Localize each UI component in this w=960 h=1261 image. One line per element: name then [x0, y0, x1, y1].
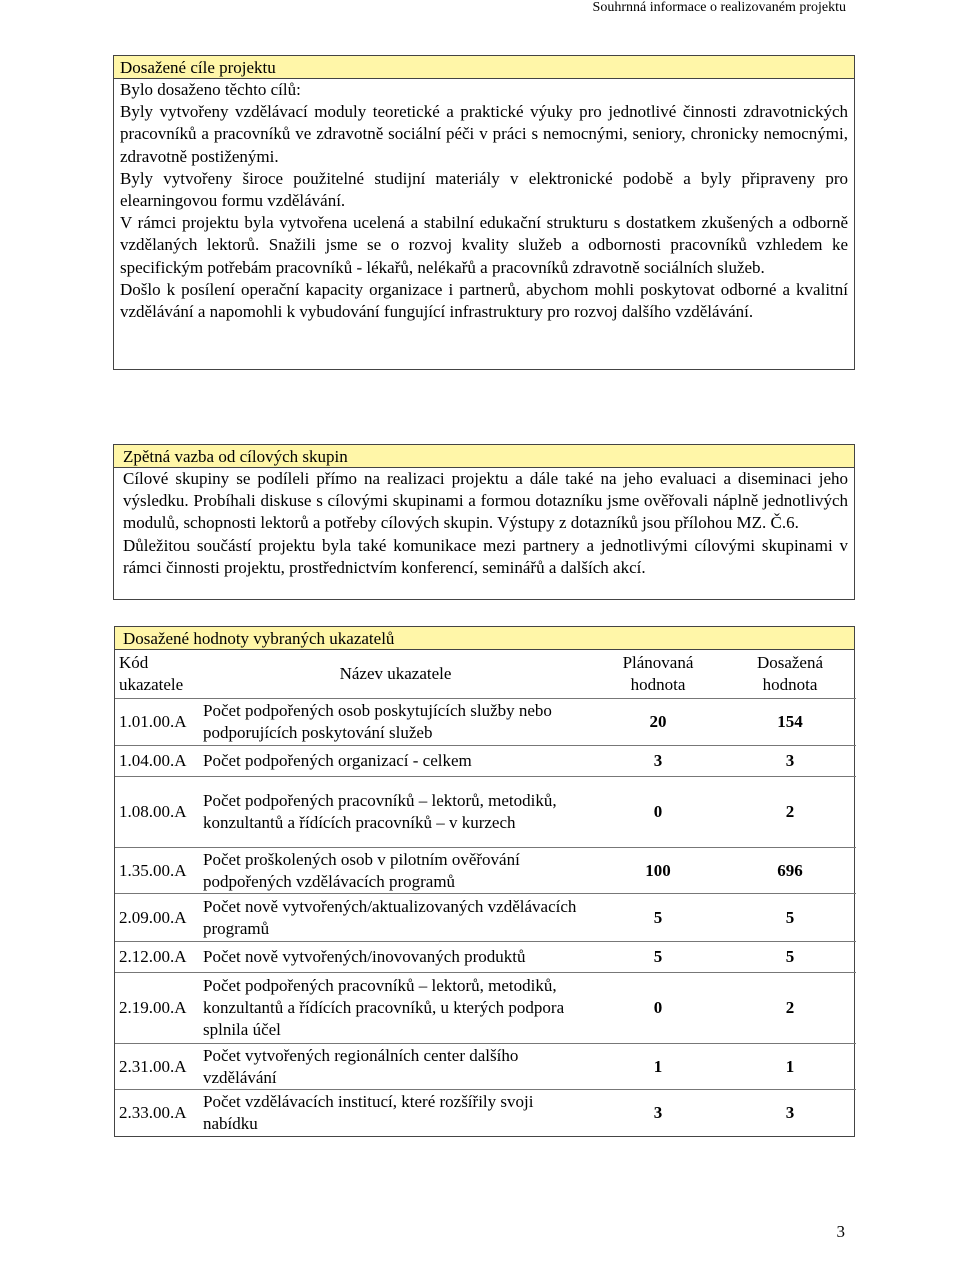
row-code: 2.12.00.A	[119, 947, 187, 966]
row-planned: 100	[645, 860, 671, 880]
row-planned: 5	[653, 947, 663, 966]
row-planned: 20	[649, 712, 667, 731]
goals-section	[113, 55, 855, 370]
column-header-achieved: Dosažená hodnota	[756, 653, 824, 694]
goals-paragraph: Bylo dosaženo těchto cílů:	[120, 80, 301, 99]
goals-paragraph: Byly vytvořeny vzdělávací moduly teoretické a praktické výuky pro jednotlivé činnosti zdravotnických pracovníků a pracovníků ve zdravotně sociální péči v práci s nemocnými, seniory, chronicky nemocnými, zdravotně postiženými.	[120, 102, 848, 166]
indicators-section	[114, 626, 855, 1137]
row-code: 1.08.00.A	[119, 802, 187, 821]
indicators-header-row	[115, 650, 856, 699]
row-planned: 3	[653, 1102, 663, 1122]
row-code: 2.09.00.A	[119, 907, 187, 927]
table-row	[115, 1044, 856, 1090]
row-code: 2.33.00.A	[119, 1102, 187, 1122]
goals-body	[114, 79, 854, 323]
row-code: 2.19.00.A	[119, 998, 187, 1017]
row-name: Počet podpořených organizací - celkem	[203, 751, 472, 770]
row-name: Počet nově vytvořených/inovovaných produktů	[203, 947, 526, 966]
table-row	[115, 973, 856, 1044]
table-row	[115, 1090, 856, 1136]
row-planned: 0	[653, 802, 663, 821]
row-planned: 3	[653, 751, 663, 770]
column-header-planned: Plánovaná hodnota	[622, 653, 694, 694]
indicators-rows	[115, 699, 856, 1136]
row-code: 1.35.00.A	[119, 860, 187, 880]
feedback-paragraph: Důležitou součástí projektu byla také komunikace mezi partnery a jednotlivými cílovými skupinami v rámci činnosti projektu, prostřednictvím konferencí, seminářů a dalších akcí.	[123, 535, 848, 577]
row-achieved: 3	[785, 1102, 795, 1122]
row-name: Počet nově vytvořených/aktualizovaných vzdělávacích programů	[203, 896, 577, 938]
goals-title: Dosažené cíle projektu	[114, 56, 854, 79]
row-code: 1.04.00.A	[119, 751, 187, 770]
feedback-body	[114, 468, 854, 579]
column-header-code: Kód ukazatele	[119, 653, 184, 694]
indicators-table	[115, 650, 856, 1136]
feedback-paragraph: Cílové skupiny se podíleli přímo na realizaci projektu a dále také na jeho evaluaci a diseminaci jeho výsledku. Probíhali diskuse s cílovými skupinami a formou dotazníku jsme ověřovali náplně jednotlivých modulů, schopnosti lektorů a potřeby cílových skupin. Výstupy z dotazníků jsou přílohou MZ. Č.6.	[123, 469, 848, 533]
row-code: 2.31.00.A	[119, 1056, 187, 1076]
row-name: Počet vytvořených regionálních center dalšího vzdělávání	[203, 1045, 519, 1087]
column-header-name: Název ukazatele	[339, 664, 452, 683]
table-row	[115, 777, 856, 848]
row-achieved: 5	[785, 907, 795, 927]
row-achieved: 5	[785, 947, 795, 966]
row-achieved: 3	[785, 751, 795, 770]
row-achieved: 2	[785, 998, 795, 1017]
row-achieved: 154	[777, 712, 803, 731]
feedback-title: Zpětná vazba od cílových skupin	[114, 445, 854, 468]
table-row	[115, 699, 856, 746]
row-name: Počet podpořených pracovníků – lektorů, metodiků, konzultantů a řídících pracovníků, u kterých podpora splnila účel	[203, 976, 565, 1039]
goals-paragraph: Došlo k posílení operační kapacity organizace i partnerů, abychom mohli poskytovat odborné a kvalitní vzdělávání a napomohli k vybudování fungující infrastruktury pro rozvoj dalšího vzdělávání.	[120, 279, 848, 322]
table-row	[115, 894, 856, 942]
row-achieved: 1	[785, 1056, 795, 1076]
page-number: 3	[836, 1222, 845, 1241]
table-row	[115, 942, 856, 973]
row-name: Počet podpořených osob poskytujících služby nebo podporujících poskytování služeb	[203, 701, 552, 742]
row-achieved: 696	[777, 860, 803, 880]
running-header: Souhrnná informace o realizovaném projektu	[592, 0, 846, 15]
goals-paragraph: Byly vytvořeny široce použitelné studijní materiály v elektronické podobě a byly připraveny pro elearningovou formu vzdělávání.	[120, 168, 848, 211]
row-name: Počet proškolených osob v pilotním ověřování podpořených vzdělávacích programů	[203, 849, 520, 891]
row-planned: 1	[653, 1056, 663, 1076]
row-planned: 0	[653, 998, 663, 1017]
goals-paragraph: V rámci projektu byla vytvořena ucelená a stabilní edukační strukturu s dostatkem zkušených a odborně vzdělaných lektorů. Snažili jsme se o rozvoj kvality služeb a odbornosti pracovníků vzhledem ke specifickým potřebám pracovníků - lékařů, nelékařů a pracovníků zdravotně sociálních služeb.	[120, 213, 848, 277]
row-achieved: 2	[785, 802, 795, 821]
indicators-title: Dosažené hodnoty vybraných ukazatelů	[115, 627, 854, 650]
table-row	[115, 746, 856, 777]
feedback-section	[113, 444, 855, 600]
row-planned: 5	[653, 907, 663, 927]
row-name: Počet vzdělávacích institucí, které rozšířily svoji nabídku	[203, 1091, 534, 1133]
row-code: 1.01.00.A	[119, 712, 187, 731]
table-row	[115, 848, 856, 894]
row-name: Počet podpořených pracovníků – lektorů, metodiků, konzultantů a řídících pracovníků – v kurzech	[203, 791, 557, 832]
